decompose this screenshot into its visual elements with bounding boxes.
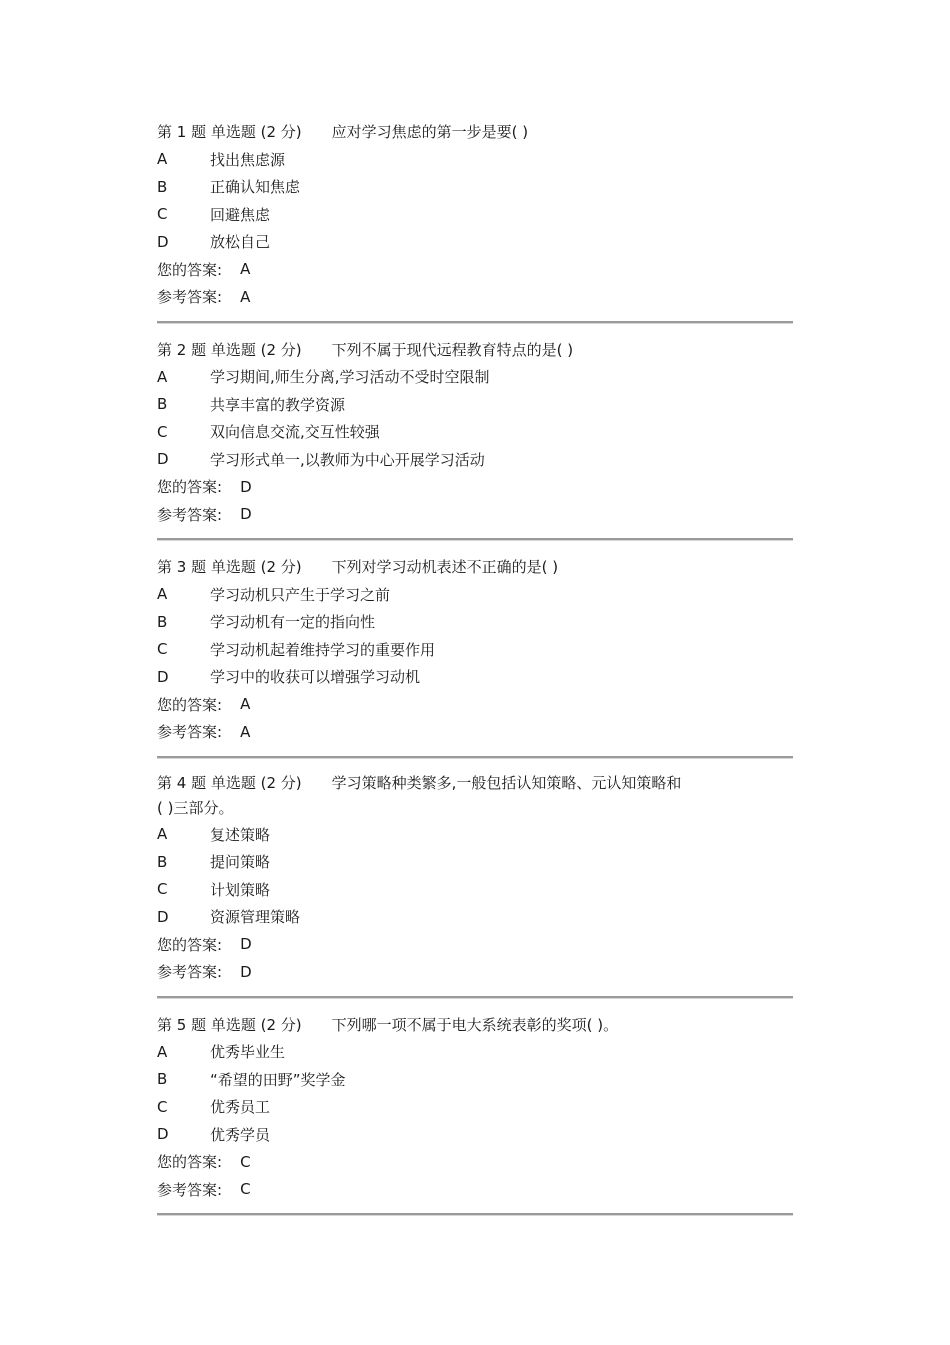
reference-answer-label: 参考答案: bbox=[157, 288, 223, 307]
question-meta: 第 2 题 单选题 (2 分) bbox=[157, 340, 302, 359]
question-meta: 第 3 题 单选题 (2 分) bbox=[157, 558, 302, 577]
option-letter: A bbox=[157, 367, 168, 386]
option-letter: B bbox=[157, 852, 168, 871]
option-text: 找出焦虑源 bbox=[210, 150, 286, 169]
reference-answer bbox=[157, 718, 793, 746]
your-answer bbox=[157, 931, 793, 959]
option-letter: B bbox=[157, 1070, 168, 1089]
reference-answer-label: 参考答案: bbox=[157, 963, 223, 982]
reference-answer bbox=[157, 283, 793, 311]
question-meta: 第 4 题 单选题 (2 分) bbox=[157, 773, 302, 792]
option-text: 正确认知焦虑 bbox=[210, 178, 301, 197]
option-letter: D bbox=[157, 450, 169, 469]
option-a bbox=[157, 146, 793, 174]
option-a bbox=[157, 1038, 793, 1066]
option-text: 学习形式单一,以教师为中心开展学习活动 bbox=[210, 450, 485, 469]
option-letter: C bbox=[157, 205, 168, 224]
option-d bbox=[157, 663, 793, 691]
question-stem-block bbox=[157, 771, 681, 821]
reference-answer-value: D bbox=[240, 505, 252, 524]
question-stem: 学习策略种类繁多,一般包括认知策略、元认知策略和 bbox=[331, 773, 682, 792]
option-c bbox=[157, 636, 793, 664]
your-answer-label: 您的答案: bbox=[157, 1153, 223, 1172]
option-text: 学习期间,师生分离,学习活动不受时空限制 bbox=[210, 368, 490, 387]
quiz-results bbox=[157, 118, 793, 1228]
option-c bbox=[157, 876, 793, 904]
option-d bbox=[157, 903, 793, 931]
question-stem: 应对学习焦虑的第一步是要( ) bbox=[331, 123, 529, 142]
option-text: 学习动机只产生于学习之前 bbox=[210, 585, 391, 604]
your-answer bbox=[157, 256, 793, 284]
question-header bbox=[157, 771, 793, 821]
your-answer-value: A bbox=[240, 695, 251, 714]
question-header bbox=[157, 1011, 793, 1039]
option-letter: A bbox=[157, 825, 168, 844]
option-letter: A bbox=[157, 150, 168, 169]
reference-answer bbox=[157, 501, 793, 529]
option-text: 放松自己 bbox=[210, 233, 271, 252]
option-text: 学习动机起着维持学习的重要作用 bbox=[210, 640, 436, 659]
option-letter: C bbox=[157, 422, 168, 441]
question-5 bbox=[157, 1011, 793, 1204]
option-d bbox=[157, 1121, 793, 1149]
your-answer-value: D bbox=[240, 935, 252, 954]
your-answer bbox=[157, 1148, 793, 1176]
option-letter: B bbox=[157, 395, 168, 414]
option-letter: A bbox=[157, 1042, 168, 1061]
reference-answer-value: A bbox=[240, 287, 251, 306]
option-letter: D bbox=[157, 907, 169, 926]
question-stem: 下列哪一项不属于电大系统表彰的奖项( )。 bbox=[331, 1015, 619, 1034]
option-b bbox=[157, 848, 793, 876]
question-divider bbox=[157, 756, 793, 759]
your-answer-label: 您的答案: bbox=[157, 478, 223, 497]
question-stem: 下列对学习动机表述不正确的是( ) bbox=[331, 558, 559, 577]
reference-answer-value: A bbox=[240, 722, 251, 741]
reference-answer-value: D bbox=[240, 962, 252, 981]
your-answer-label: 您的答案: bbox=[157, 695, 223, 714]
option-b bbox=[157, 1066, 793, 1094]
option-letter: B bbox=[157, 177, 168, 196]
option-letter: C bbox=[157, 880, 168, 899]
option-text: 双向信息交流,交互性较强 bbox=[210, 423, 380, 442]
question-stem-continued: ( )三部分。 bbox=[157, 798, 234, 817]
option-letter: D bbox=[157, 1125, 169, 1144]
option-a bbox=[157, 821, 793, 849]
your-answer-value: D bbox=[240, 477, 252, 496]
your-answer bbox=[157, 473, 793, 501]
question-meta: 第 5 题 单选题 (2 分) bbox=[157, 1015, 302, 1034]
question-divider bbox=[157, 538, 793, 541]
option-letter: A bbox=[157, 585, 168, 604]
option-letter: D bbox=[157, 232, 169, 251]
option-text: 共享丰富的教学资源 bbox=[210, 395, 346, 414]
option-b bbox=[157, 608, 793, 636]
question-divider bbox=[157, 996, 793, 999]
your-answer-label: 您的答案: bbox=[157, 935, 223, 954]
option-letter: C bbox=[157, 1097, 168, 1116]
question-header bbox=[157, 336, 793, 364]
question-header bbox=[157, 553, 793, 581]
option-letter: B bbox=[157, 612, 168, 631]
question-4 bbox=[157, 771, 793, 986]
option-text: 学习中的收获可以增强学习动机 bbox=[210, 668, 421, 687]
option-c bbox=[157, 201, 793, 229]
reference-answer bbox=[157, 1176, 793, 1204]
option-letter: C bbox=[157, 640, 168, 659]
reference-answer bbox=[157, 958, 793, 986]
your-answer-label: 您的答案: bbox=[157, 260, 223, 279]
option-text: “希望的田野”奖学金 bbox=[210, 1070, 346, 1089]
question-divider bbox=[157, 1213, 793, 1216]
question-3 bbox=[157, 553, 793, 746]
option-c bbox=[157, 1093, 793, 1121]
your-answer bbox=[157, 691, 793, 719]
option-text: 回避焦虑 bbox=[210, 205, 271, 224]
option-a bbox=[157, 581, 793, 609]
reference-answer-value: C bbox=[240, 1180, 251, 1199]
question-meta: 第 1 题 单选题 (2 分) bbox=[157, 123, 302, 142]
question-header bbox=[157, 118, 793, 146]
question-2 bbox=[157, 336, 793, 529]
option-text: 优秀毕业生 bbox=[210, 1043, 286, 1062]
option-text: 优秀员工 bbox=[210, 1098, 271, 1117]
option-d bbox=[157, 446, 793, 474]
option-text: 优秀学员 bbox=[210, 1125, 271, 1144]
option-text: 提问策略 bbox=[210, 853, 271, 872]
reference-answer-label: 参考答案: bbox=[157, 505, 223, 524]
your-answer-value: C bbox=[240, 1152, 251, 1171]
reference-answer-label: 参考答案: bbox=[157, 723, 223, 742]
option-text: 复述策略 bbox=[210, 825, 271, 844]
option-letter: D bbox=[157, 667, 169, 686]
option-a bbox=[157, 363, 793, 391]
your-answer-value: A bbox=[240, 260, 251, 279]
question-1 bbox=[157, 118, 793, 311]
option-text: 计划策略 bbox=[210, 880, 271, 899]
option-text: 学习动机有一定的指向性 bbox=[210, 613, 376, 632]
option-d bbox=[157, 228, 793, 256]
question-stem: 下列不属于现代远程教育特点的是( ) bbox=[331, 340, 574, 359]
option-text: 资源管理策略 bbox=[210, 908, 301, 927]
reference-answer-label: 参考答案: bbox=[157, 1180, 223, 1199]
option-b bbox=[157, 173, 793, 201]
option-c bbox=[157, 418, 793, 446]
option-b bbox=[157, 391, 793, 419]
question-divider bbox=[157, 321, 793, 324]
